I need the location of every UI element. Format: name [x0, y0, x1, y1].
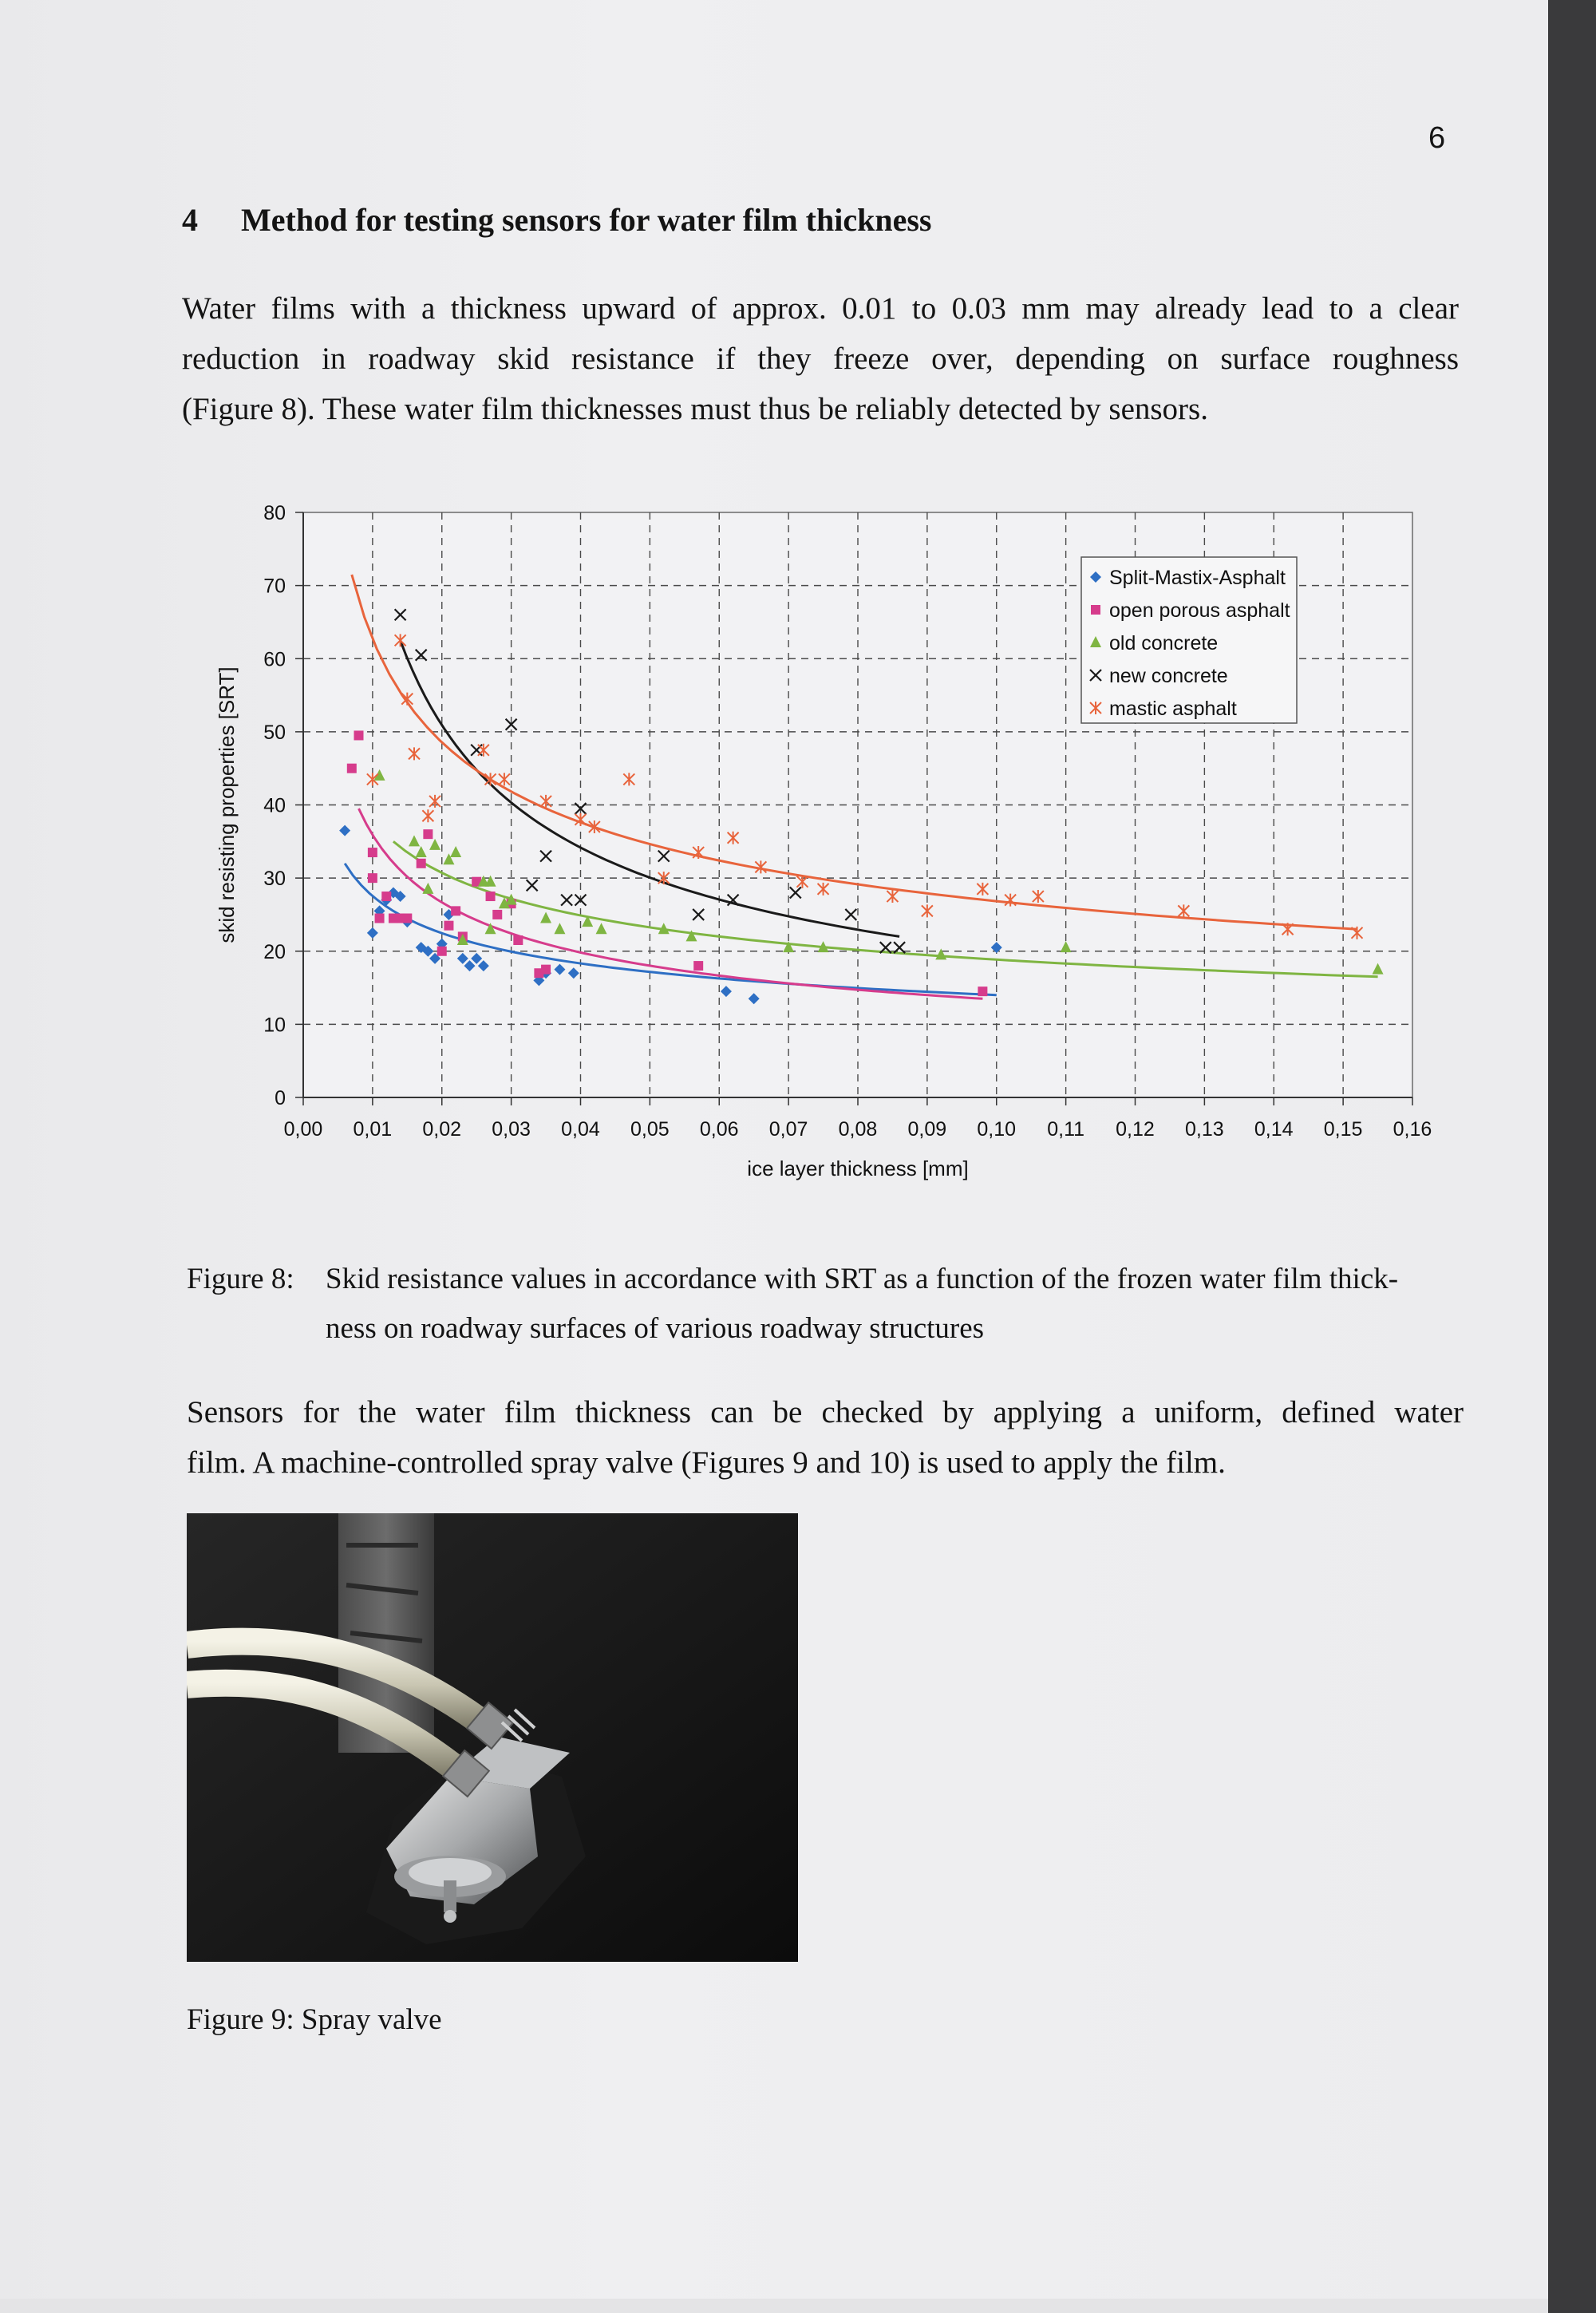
- section-number: 4: [182, 202, 198, 238]
- x-tick-label: 0,07: [768, 1118, 808, 1141]
- paragraph-line: Water films with a thickness upward of approx. 0.01 to 0.03 mm may already lead to a clear: [182, 291, 1459, 326]
- data-point-square: [486, 892, 496, 901]
- paragraph-water-film: [182, 283, 1459, 434]
- y-tick-label: 0: [275, 1087, 286, 1109]
- data-point-square: [402, 914, 412, 923]
- x-axis-label: ice layer thickness [mm]: [747, 1156, 969, 1180]
- data-point-square: [368, 848, 377, 857]
- x-tick-label: 0,13: [1185, 1118, 1224, 1141]
- spray-valve-photo: [187, 1513, 798, 1962]
- x-tick-label: 0,16: [1393, 1118, 1432, 1141]
- figure-8-caption-text: [326, 1255, 1464, 1354]
- figure-8-label: Figure 8:: [187, 1263, 294, 1295]
- x-tick-label: 0,08: [838, 1118, 878, 1141]
- x-tick-label: 0,14: [1254, 1118, 1294, 1141]
- y-axis-label: skid resisting properties [SRT]: [215, 666, 239, 943]
- data-point-square: [347, 764, 357, 773]
- x-tick-label: 0,02: [422, 1118, 462, 1141]
- legend-label: mastic asphalt: [1109, 698, 1237, 720]
- figure-9-caption: Figure 9: Spray valve: [187, 2003, 442, 2036]
- paragraph-line: film. A machine-controlled spray valve (Figures 9 and 10) is used to apply the film.: [187, 1445, 1226, 1480]
- data-point-square: [375, 914, 385, 923]
- y-tick-label: 80: [263, 502, 286, 524]
- data-point-square: [513, 935, 523, 945]
- paragraph-line: reduction in roadway skid resistance if they freeze over, depending on surface roughness: [182, 342, 1459, 376]
- y-tick-label: 30: [263, 868, 286, 891]
- data-point-square: [354, 730, 364, 740]
- caption-line: ness on roadway surfaces of various roadway structures: [326, 1312, 985, 1345]
- x-tick-label: 0,15: [1323, 1118, 1363, 1141]
- data-point-square: [368, 873, 377, 883]
- y-tick-label: 20: [263, 940, 286, 963]
- data-point-square: [693, 961, 703, 971]
- x-tick-label: 0,01: [353, 1118, 393, 1141]
- page-number: 6: [1428, 121, 1446, 155]
- data-point-square: [381, 892, 391, 901]
- legend-marker: [1091, 605, 1100, 615]
- x-tick-label: 0,12: [1116, 1118, 1155, 1141]
- y-tick-label: 60: [263, 648, 286, 671]
- section-title: Method for testing sensors for water film thickness: [241, 202, 932, 238]
- caption-line: Skid resistance values in accordance with SRT as a function of the frozen water film thick-: [326, 1263, 1399, 1295]
- scan-edge: [1548, 0, 1596, 2313]
- y-tick-label: 50: [263, 721, 286, 744]
- paragraph-line: (Figure 8). These water film thicknesses must thus be reliably detected by sensors.: [182, 392, 1208, 426]
- x-tick-label: 0,00: [283, 1118, 323, 1141]
- data-point-square: [417, 859, 426, 868]
- data-point-square: [437, 947, 447, 956]
- legend-label: new concrete: [1109, 665, 1228, 687]
- data-point-square: [978, 986, 987, 996]
- x-tick-label: 0,04: [561, 1118, 600, 1141]
- figure-8-chart: [203, 487, 1448, 1189]
- data-point-square: [541, 965, 551, 975]
- paragraph-line: Sensors for the water film thickness can be checked by applying a uniform, defined water: [187, 1395, 1464, 1429]
- y-tick-label: 10: [263, 1014, 286, 1037]
- legend-label: open porous asphalt: [1109, 599, 1290, 622]
- y-tick-label: 40: [263, 794, 286, 817]
- data-point-square: [423, 829, 433, 839]
- legend-label: old concrete: [1109, 632, 1219, 654]
- chart-svg: [203, 487, 1448, 1189]
- legend-label: Split-Mastix-Asphalt: [1109, 567, 1286, 589]
- x-tick-label: 0,10: [977, 1118, 1017, 1141]
- spray-valve-illustration: [187, 1513, 798, 1962]
- data-point-square: [451, 906, 460, 915]
- data-point-square: [492, 910, 502, 919]
- x-tick-label: 0,05: [630, 1118, 670, 1141]
- data-point-square: [444, 921, 453, 931]
- x-tick-label: 0,09: [907, 1118, 947, 1141]
- y-tick-label: 70: [263, 575, 286, 598]
- section-heading: [182, 201, 931, 239]
- paragraph-sensors: [187, 1387, 1464, 1488]
- x-tick-label: 0,11: [1047, 1118, 1085, 1141]
- x-tick-label: 0,06: [699, 1118, 739, 1141]
- x-tick-label: 0,03: [492, 1118, 531, 1141]
